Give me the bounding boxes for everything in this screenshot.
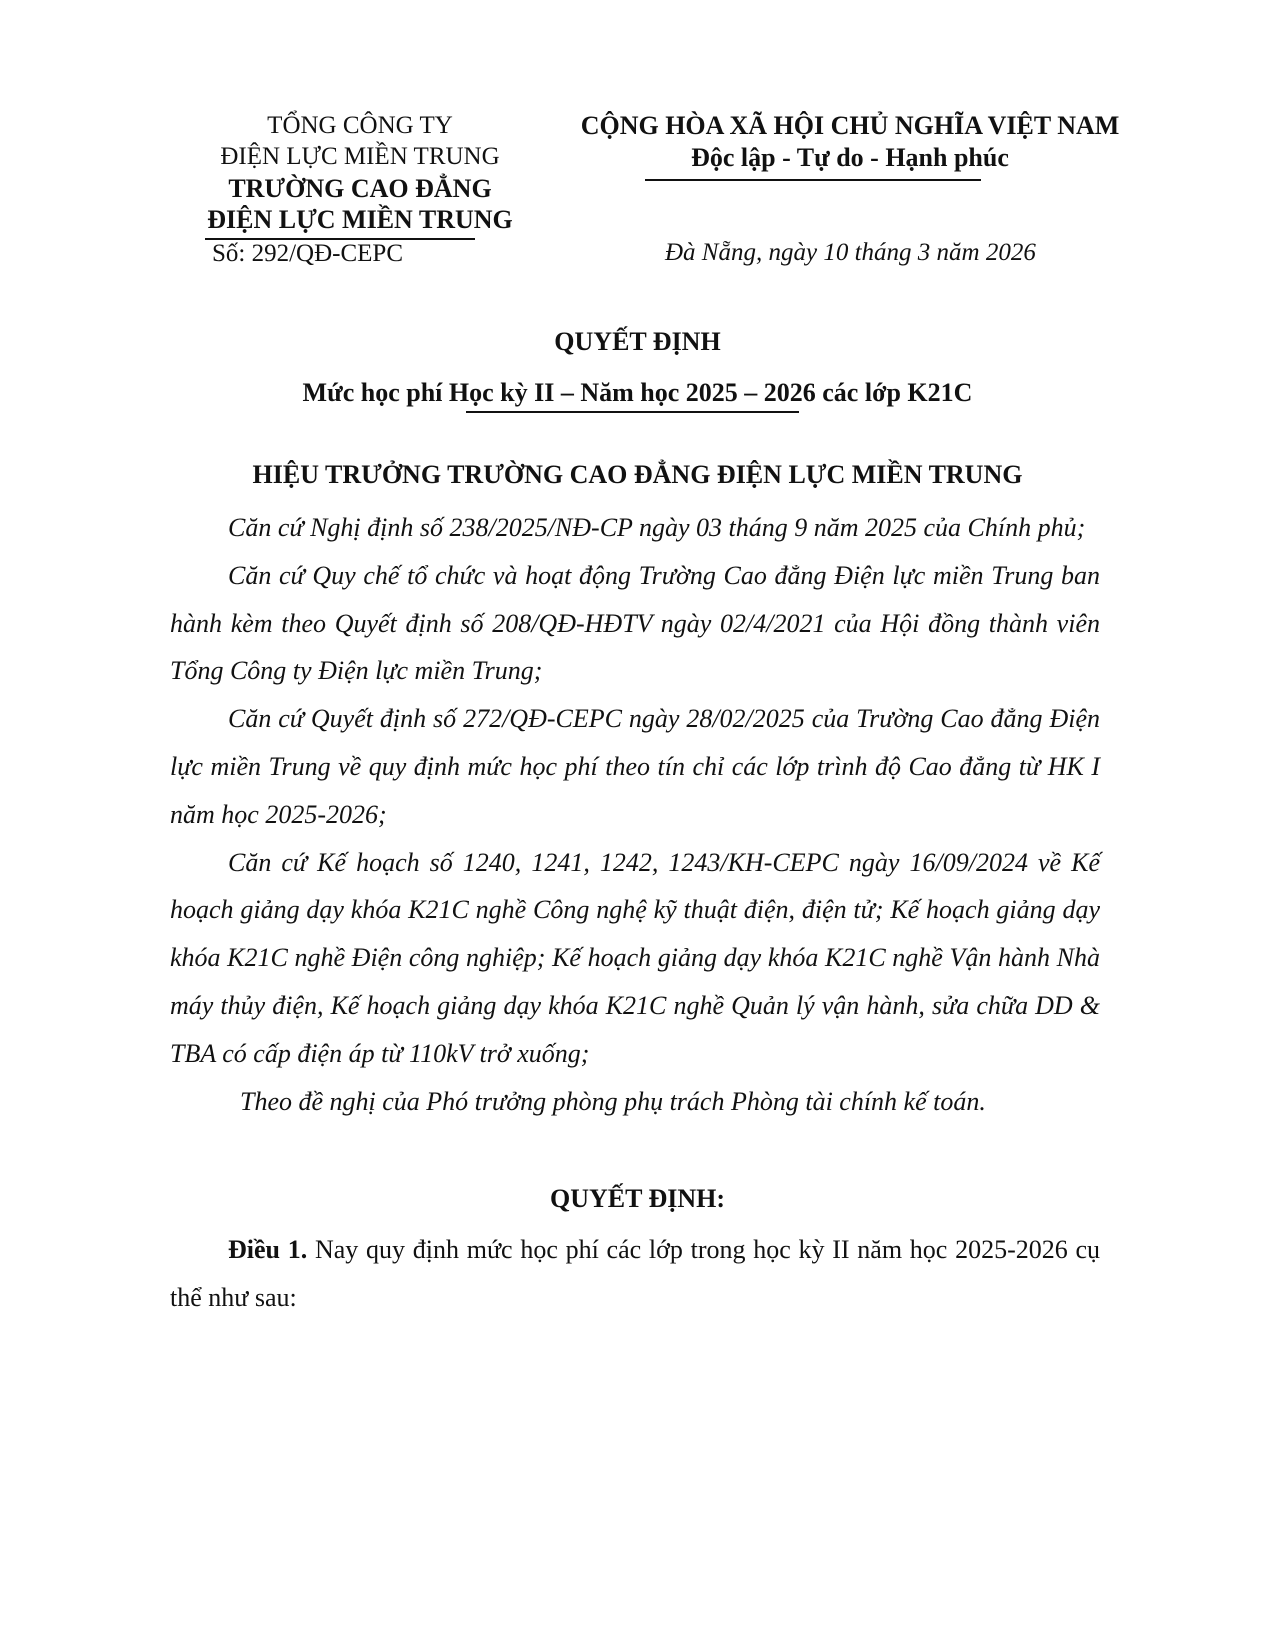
article-1	[170, 1226, 1100, 1322]
national-motto: Độc lập - Tự do - Hạnh phúc	[691, 143, 1009, 172]
decision-title: QUYẾT ĐỊNH	[554, 327, 721, 356]
legal-basis-item: Căn cứ Quy chế tổ chức và hoạt động Trường Cao đẳng Điện lực miền Trung ban hành kèm theo Quyết định số 208/QĐ-HĐTV ngày 02/4/2021 của Hội đồng thành viên Tổng Công ty Điện lực miền Trung;	[170, 560, 1100, 686]
legal-basis-item: Theo đề nghị của Phó trưởng phòng phụ trách Phòng tài chính kế toán.	[240, 1086, 986, 1116]
org-name-line2: ĐIỆN LỰC MIỀN TRUNG	[207, 205, 513, 234]
country-name: CỘNG HÒA XÃ HỘI CHỦ NGHĨA VIỆT NAM	[580, 111, 1120, 140]
place-and-date: Đà Nẵng, ngày 10 tháng 3 năm 2026	[665, 239, 1036, 266]
document-number: Số: 292/QĐ-CEPC	[212, 240, 404, 267]
legal-basis-item: Căn cứ Quyết định số 272/QĐ-CEPC ngày 28/02/2025 của Trường Cao đẳng Điện lực miền Trung về quy định mức học phí theo tín chỉ các lớp trình độ Cao đẳng từ HK I năm học 2025-2026;	[170, 704, 1100, 829]
issuing-authority: HIỆU TRƯỞNG TRƯỜNG CAO ĐẲNG ĐIỆN LỰC MIỀN TRUNG	[252, 460, 1023, 489]
decision-heading: QUYẾT ĐỊNH:	[549, 1184, 726, 1213]
subject-underline	[466, 411, 799, 413]
legal-basis-item: Căn cứ Nghị định số 238/2025/NĐ-CP ngày 03 tháng 9 năm 2025 của Chính phủ;	[228, 513, 1086, 542]
decision-subject: Mức học phí Học kỳ II – Năm học 2025 – 2026 các lớp K21C	[302, 378, 973, 407]
article-1-text: Nay quy định mức học phí các lớp trong học kỳ II năm học 2025-2026 cụ thể như sau:	[170, 1235, 1101, 1312]
legal-basis-item: Căn cứ Kế hoạch số 1240, 1241, 1242, 1243/KH-CEPC ngày 16/09/2024 về Kế hoạch giảng dạy khóa K21C nghề Công nghệ kỹ thuật điện, điện tử; Kế hoạch giảng dạy khóa K21C nghề Điện công nghiệp; Kế hoạch giảng dạy khóa K21C nghề Vận hành Nhà máy thủy điện, Kế hoạch giảng dạy khóa K21C nghề Quản lý vận hành, sửa chữa DD & TBA có cấp điện áp từ 110kV trở xuống;	[170, 847, 1100, 1068]
org-parent-line1: TỔNG CÔNG TY	[267, 112, 453, 139]
org-parent-line2: ĐIỆN LỰC MIỀN TRUNG	[220, 143, 500, 170]
legal-bases	[170, 504, 1100, 1125]
motto-underline	[645, 179, 981, 181]
org-name-line1: TRƯỜNG CAO ĐẲNG	[228, 174, 492, 203]
article-1-label: Điều 1.	[228, 1235, 308, 1264]
